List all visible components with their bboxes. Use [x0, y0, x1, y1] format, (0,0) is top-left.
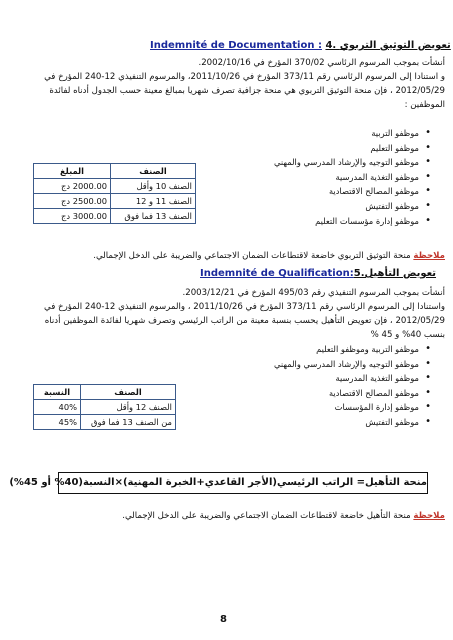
list-item: • موظفو التغذية المدرسية [231, 371, 431, 386]
amount-cell: 3000.00 دج [34, 209, 111, 224]
rate-cell: 45% [34, 415, 81, 430]
table-row [34, 415, 176, 430]
class-cell: الصنف 13 فما فوق [111, 209, 196, 224]
table-row [34, 400, 176, 415]
table-row [34, 179, 196, 194]
section4-line-3: 2012/05/29 ، فإن منحة التوثيق التربوي هي منحة جزافية تصرف شهريا بمبالغ معينة حسب الجدول أدناه لفائدة [49, 86, 445, 96]
section5-bullet-list [231, 342, 431, 430]
table-header-row [34, 164, 196, 179]
amount-cell: 2500.00 دج [34, 194, 111, 209]
list-item: • موظفو المصالح الاقتصادية [231, 386, 431, 401]
rate-cell: 40% [34, 400, 81, 415]
list-item: • موظفو التربية [231, 126, 431, 141]
list-item: • موظفو المصالح الاقتصادية [231, 184, 431, 199]
rate-header: النسبة [34, 385, 81, 400]
section4-title-ar: 4. تعويض التوثيق التربوي [325, 40, 451, 51]
qualification-table [33, 384, 176, 430]
documentation-table [33, 163, 196, 224]
table-row [34, 194, 196, 209]
section5-line-2: واستنادا إلى المرسوم الرئاسي رقم 373/11 المؤرخ في 2011/10/26 ، والمرسوم التنفيذي 12-240 المؤرخ في [44, 302, 445, 312]
list-item: • موظفو التوجيه والإرشاد المدرسي والمهني [231, 357, 431, 372]
list-item: • موظفو التربية وموظفو التعليم [231, 342, 431, 357]
class-cell: الصنف 11 و 12 [111, 194, 196, 209]
class-header: الصنف [81, 385, 176, 400]
list-item: • موظفو التفتيش [231, 415, 431, 430]
amount-header: المبلغ [34, 164, 111, 179]
section5-title-ar: 5.تعويض التأهيل [353, 268, 437, 279]
class-cell: الصنف 12 وأقل [81, 400, 176, 415]
section4-title-fr: Indemnité de Documentation : [150, 40, 322, 51]
note-text: منحة التأهيل خاضعة لاقتطاعات الضمان الاجتماعي والضريبة على الدخل الإجمالي. [122, 511, 414, 521]
class-cell: الصنف 10 وأقل [111, 179, 196, 194]
section5-title-fr: Indemnité de Qualification: [200, 268, 354, 279]
table-row [34, 209, 196, 224]
table-header-row [34, 385, 176, 400]
section4-line-4: الموظفين : [404, 100, 445, 110]
note-text: منحة التوثيق التربوي خاضعة لاقتطاعات الضمان الاجتماعي والضريبة على الدخل الإجمالي. [93, 251, 414, 261]
list-item: • موظفو التوجيه والإرشاد المدرسي والمهني [231, 155, 431, 170]
section4-bullet-list [231, 126, 431, 228]
note-label: ملاحظة [413, 251, 445, 261]
formula-box: منحة التأهيل= الراتب الرئيسي(الأجر القاعدي+الخبرة المهنية)×النسبة(40% أو 45%) [58, 472, 428, 494]
section4-line-1: أنشأت بموجب المرسوم الرئاسي 370/02 المؤرخ في 2002/10/16. [198, 58, 445, 68]
list-item: • موظفو إدارة المؤسسات [231, 400, 431, 415]
list-item: • موظفو التفتيش [231, 199, 431, 214]
section5-heading [200, 268, 450, 279]
amount-cell: 2000.00 دج [34, 179, 111, 194]
page-number: 8 [220, 614, 227, 625]
section5-line-3: 2012/05/29 ، فإن تعويض التأهيل يحسب بنسبة معينة من الراتب الرئيسي وتصرف شهريا لفائدة الموظفين أدناه [44, 316, 445, 326]
list-item: • موظفو إدارة مؤسسات التعليم [231, 214, 431, 229]
section4-note [5, 249, 445, 263]
list-item: • موظفو التغذية المدرسية [231, 170, 431, 185]
section4-heading [150, 40, 450, 51]
section5-note [5, 509, 445, 523]
section5-paragraph [5, 286, 445, 342]
section5-line-1: أنشأت بموجب المرسوم التنفيذي رقم 495/03 المؤرخ في 2003/12/21. [182, 288, 445, 298]
section5-line-4: بنسب 40% و 45 % [370, 330, 445, 340]
section4-paragraph [5, 56, 445, 112]
note-label: ملاحظة [413, 511, 445, 521]
class-header: الصنف [111, 164, 196, 179]
list-item: • موظفو التعليم [231, 141, 431, 156]
class-cell: من الصنف 13 فما فوق [81, 415, 176, 430]
section4-line-2: و استنادا إلى المرسوم الرئاسي رقم 373/11 المؤرخ في 2011/10/26، والمرسوم التنفيذي 12-240 المؤرخ في [44, 72, 445, 82]
